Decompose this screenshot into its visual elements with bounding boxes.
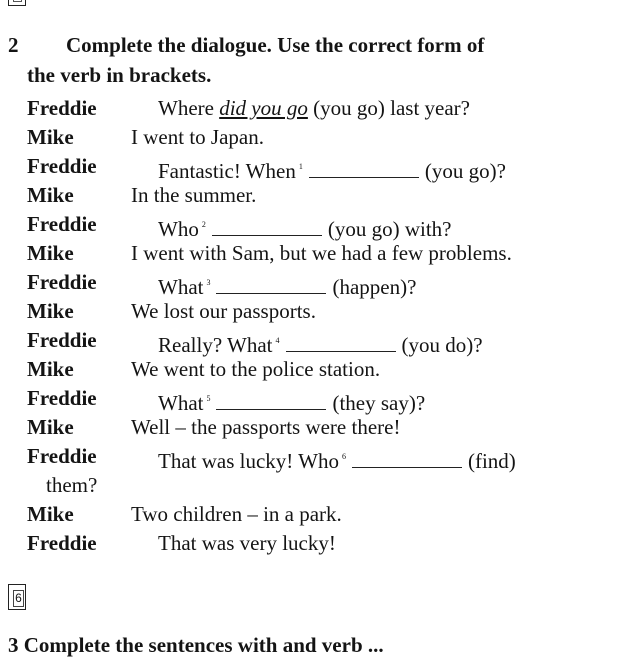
dialogue-row bbox=[27, 384, 627, 413]
dialogue-row bbox=[27, 355, 627, 384]
line-text: (you do)? bbox=[401, 333, 483, 357]
speaker-name: Freddie bbox=[27, 154, 97, 178]
line-text: Fantastic! When bbox=[158, 159, 296, 183]
speaker-name: Freddie bbox=[27, 328, 97, 352]
dialogue-line: Well – the passports were there! bbox=[131, 415, 401, 439]
speaker-name: Freddie bbox=[27, 386, 97, 410]
score-box bbox=[8, 584, 26, 610]
dialogue-row bbox=[27, 326, 627, 355]
dialogue-line bbox=[158, 442, 516, 476]
answer-blank[interactable] bbox=[212, 217, 322, 236]
dialogue-line: Two children – in a park. bbox=[131, 502, 342, 526]
dialogue-line: In the summer. bbox=[131, 183, 257, 207]
line-text: Where bbox=[158, 96, 220, 120]
line-text: That was lucky! Who bbox=[158, 449, 339, 473]
answer-blank[interactable] bbox=[309, 159, 419, 178]
gap-number: 3 bbox=[206, 278, 211, 287]
gap-number: 5 bbox=[206, 394, 211, 403]
speaker-name: Mike bbox=[27, 183, 74, 207]
dialogue-row bbox=[27, 442, 627, 500]
answer-blank[interactable] bbox=[286, 333, 396, 352]
dialogue-row bbox=[27, 529, 627, 558]
speaker-name: Mike bbox=[27, 241, 74, 265]
speaker-name: Mike bbox=[27, 502, 74, 526]
line-text: (find) bbox=[467, 449, 516, 473]
answer-blank[interactable] bbox=[216, 391, 326, 410]
dialogue-line: I went with Sam, but we had a few problems. bbox=[131, 241, 512, 265]
instruction-line-1: Complete the dialogue. Use the correct form of bbox=[66, 33, 485, 57]
dialogue-row bbox=[27, 152, 627, 181]
speaker-name: Freddie bbox=[27, 531, 97, 555]
speaker-name: Freddie bbox=[27, 270, 97, 294]
speaker-name: Freddie bbox=[27, 212, 97, 236]
line-text: (you go) last year? bbox=[307, 96, 470, 120]
gap-number: 2 bbox=[201, 220, 206, 229]
dialogue-row bbox=[27, 210, 627, 239]
speaker-name: Mike bbox=[27, 125, 74, 149]
dialogue-line: I went to Japan. bbox=[131, 125, 264, 149]
next-exercise-heading-partial: 3 Complete the sentences with and verb ... bbox=[8, 633, 384, 657]
speaker-name: Freddie bbox=[27, 96, 97, 120]
speaker-name: Mike bbox=[27, 357, 74, 381]
line-text: (they say)? bbox=[332, 391, 426, 415]
speaker-name: Freddie bbox=[27, 444, 97, 468]
gap-number: 6 bbox=[341, 452, 346, 461]
score-value: 6 bbox=[13, 590, 24, 607]
line-text: What bbox=[158, 391, 204, 415]
dialogue-row bbox=[27, 239, 627, 268]
answer-blank[interactable] bbox=[352, 449, 462, 468]
gap-number: 4 bbox=[275, 336, 280, 345]
line-text: Really? What bbox=[158, 333, 273, 357]
line-text: (happen)? bbox=[332, 275, 417, 299]
gap-number: 1 bbox=[298, 162, 303, 171]
speaker-name: Mike bbox=[27, 299, 74, 323]
dialogue-row bbox=[27, 94, 627, 123]
line-text: What bbox=[158, 275, 204, 299]
dialogue-row bbox=[27, 297, 627, 326]
line-text: (you go)? bbox=[424, 159, 506, 183]
dialogue-row bbox=[27, 413, 627, 442]
exercise-heading bbox=[8, 30, 608, 90]
line-text: (you go) with? bbox=[327, 217, 452, 241]
answer-blank[interactable] bbox=[216, 275, 326, 294]
dialogue-line: We lost our passports. bbox=[131, 299, 316, 323]
example-answer: did you go bbox=[219, 96, 308, 120]
line-continuation: them? bbox=[46, 473, 98, 497]
dialogue-line: We went to the police station. bbox=[131, 357, 381, 381]
dialogue-line bbox=[158, 94, 470, 123]
exercise-number: 2 bbox=[8, 33, 19, 57]
dialogue-line: That was very lucky! bbox=[158, 531, 336, 555]
line-text: Who bbox=[158, 217, 199, 241]
dialogue bbox=[27, 94, 627, 558]
dialogue-row bbox=[27, 500, 627, 529]
dialogue-row bbox=[27, 123, 627, 152]
instruction-line-2: the verb in brackets. bbox=[27, 63, 212, 87]
dialogue-row bbox=[27, 181, 627, 210]
top-score-box bbox=[8, 0, 26, 6]
speaker-name: Mike bbox=[27, 415, 74, 439]
dialogue-row bbox=[27, 268, 627, 297]
